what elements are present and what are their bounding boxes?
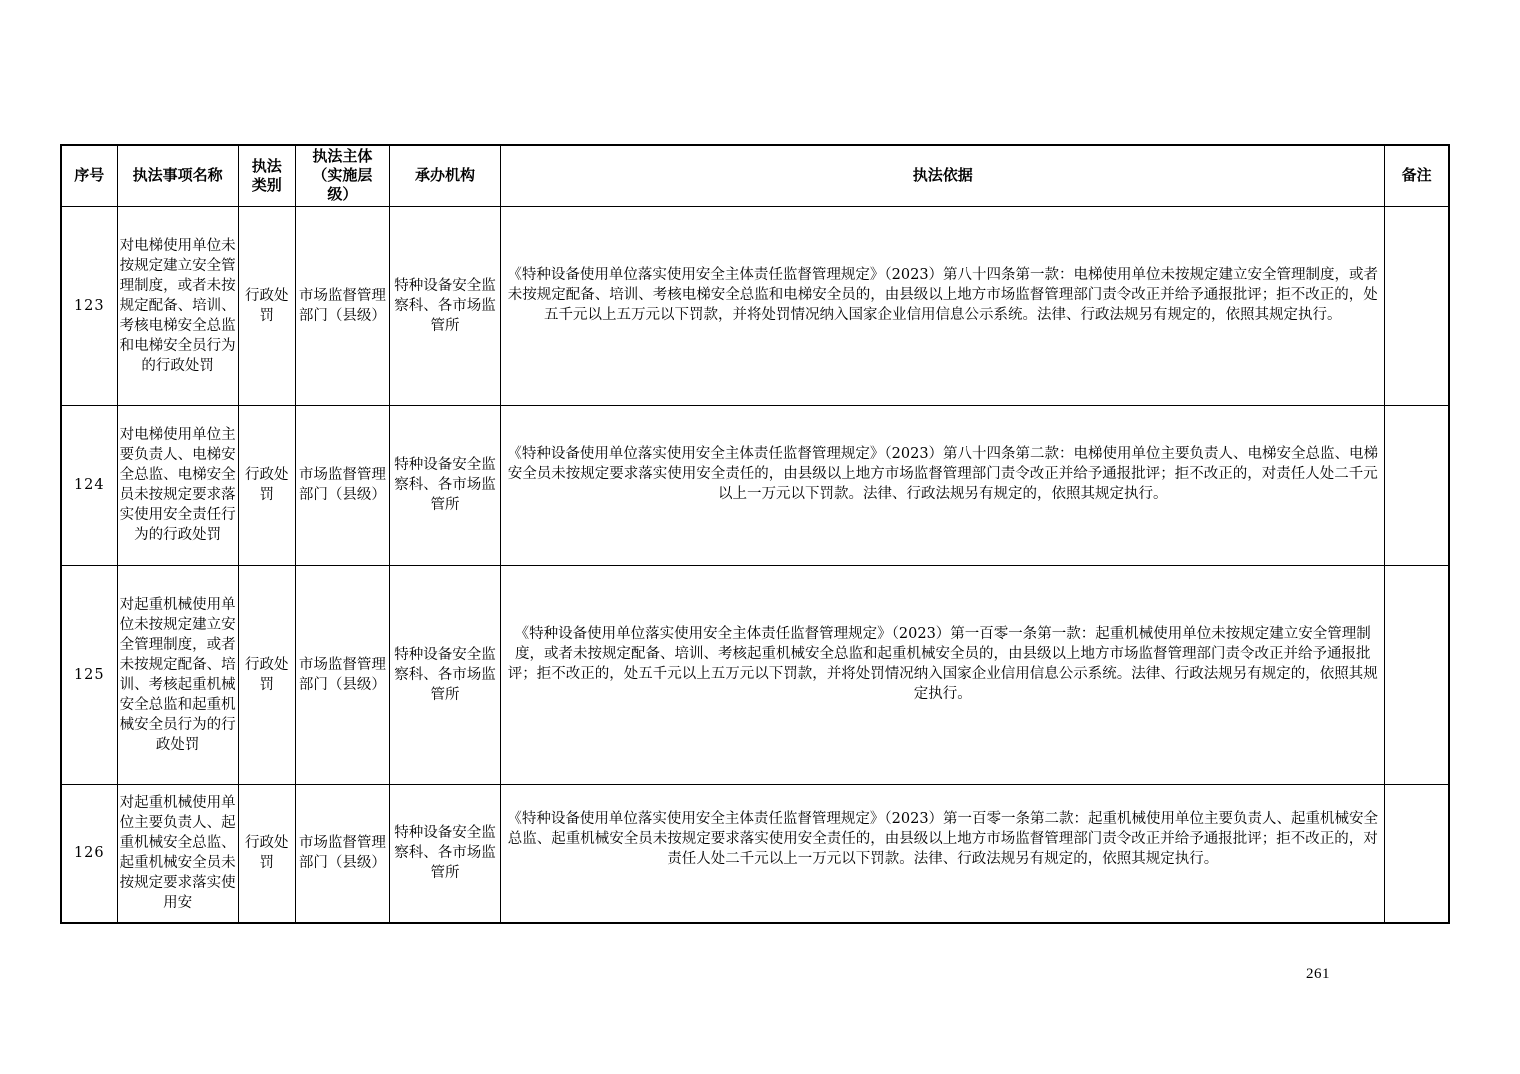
row-seq: 124 <box>61 405 117 565</box>
row-subject: 市场监督管理部门（县级） <box>295 784 389 923</box>
row-basis-text: 《特种设备使用单位落实使用安全主体责任监督管理规定》（2023）第一百零一条第二款：起重机械使用单位主要负责人、起重机械安全总监、起重机械安全员未按规定要求落实使用安全责任的，由县级以上地方市场监督管理部门责令改正并给予通报批评；拒不改正的，对责任人处二千元以上一万元以下罚款。法律、行政法规另有规定的，依照其规定执行。 <box>507 811 1379 868</box>
row-item-name: 对起重机械使用单位未按规定建立安全管理制度，或者未按规定配备、培训、考核起重机械安全总监和起重机械安全员行为的行政处罚 <box>117 565 238 784</box>
table-header-row <box>61 145 1449 206</box>
header-name: 执法事项名称 <box>117 145 238 206</box>
row-dept: 特种设备安全监察科、各市场监管所 <box>389 784 500 923</box>
row-item-name: 对电梯使用单位主要负责人、电梯安全总监、电梯安全员未按规定要求落实使用安全责任行为的行政处罚 <box>117 405 238 565</box>
row-basis <box>501 405 1385 565</box>
row-type: 行政处罚 <box>238 405 295 565</box>
row-item-name: 对电梯使用单位未按规定建立安全管理制度，或者未按规定配备、培训、考核电梯安全总监和电梯安全员行为的行政处罚 <box>117 206 238 405</box>
row-subject: 市场监督管理部门（县级） <box>295 405 389 565</box>
header-note: 备注 <box>1385 145 1449 206</box>
table-row <box>61 206 1449 405</box>
row-dept: 特种设备安全监察科、各市场监管所 <box>389 405 500 565</box>
header-subject: 执法主体（实施层级） <box>295 145 389 206</box>
enforcement-items-table <box>60 144 1450 924</box>
row-note <box>1385 565 1449 784</box>
row-basis-text: 《特种设备使用单位落实使用安全主体责任监督管理规定》（2023）第八十四条第二款：电梯使用单位主要负责人、电梯安全总监、电梯安全员未按规定要求落实使用安全责任的，由县级以上地方市场监督管理部门责令改正并给予通报批评；拒不改正的，对责任人处二千元以上一万元以下罚款。法律、行政法规另有规定的，依照其规定执行。 <box>507 446 1379 502</box>
row-note <box>1385 784 1449 923</box>
row-type: 行政处罚 <box>238 565 295 784</box>
table-row <box>61 784 1449 923</box>
row-dept: 特种设备安全监察科、各市场监管所 <box>389 565 500 784</box>
row-type: 行政处罚 <box>238 784 295 923</box>
row-dept: 特种设备安全监察科、各市场监管所 <box>389 206 500 405</box>
page-number: 261 <box>1306 966 1330 982</box>
row-basis <box>501 565 1385 784</box>
row-basis-text: 《特种设备使用单位落实使用安全主体责任监督管理规定》（2023）第一百零一条第一款：起重机械使用单位未按规定建立安全管理制度，或者未按规定配备、培训、考核起重机械安全总监和起重机械安全员的，由县级以上地方市场监督管理部门责令改正并给予通报批评；拒不改正的，处五千元以上五万元以下罚款，并将处罚情况纳入国家企业信用信息公示系统。法律、行政法规另有规定的，依照其规定执行。 <box>507 625 1378 702</box>
row-note <box>1385 206 1449 405</box>
row-item-name: 对起重机械使用单位主要负责人、起重机械安全总监、起重机械安全员未按规定要求落实使用安 <box>117 784 238 923</box>
header-dept: 承办机构 <box>389 145 500 206</box>
row-type: 行政处罚 <box>238 206 295 405</box>
row-note <box>1385 405 1449 565</box>
header-type: 执法类别 <box>238 145 295 206</box>
header-seq: 序号 <box>61 145 117 206</box>
row-subject: 市场监督管理部门（县级） <box>295 206 389 405</box>
table-row <box>61 405 1449 565</box>
row-seq: 126 <box>61 784 117 923</box>
row-basis <box>501 784 1385 923</box>
row-subject: 市场监督管理部门（县级） <box>295 565 389 784</box>
header-basis: 执法依据 <box>501 145 1385 206</box>
row-seq: 125 <box>61 565 117 784</box>
table-row <box>61 565 1449 784</box>
row-basis-text: 《特种设备使用单位落实使用安全主体责任监督管理规定》（2023）第八十四条第一款：电梯使用单位未按规定建立安全管理制度，或者未按规定配备、培训、考核电梯安全总监和电梯安全员的，由县级以上地方市场监督管理部门责令改正并给予通报批评；拒不改正的，处五千元以上五万元以下罚款，并将处罚情况纳入国家企业信用信息公示系统。法律、行政法规另有规定的，依照其规定执行。 <box>507 266 1379 323</box>
row-seq: 123 <box>61 206 117 405</box>
row-basis <box>501 206 1385 405</box>
